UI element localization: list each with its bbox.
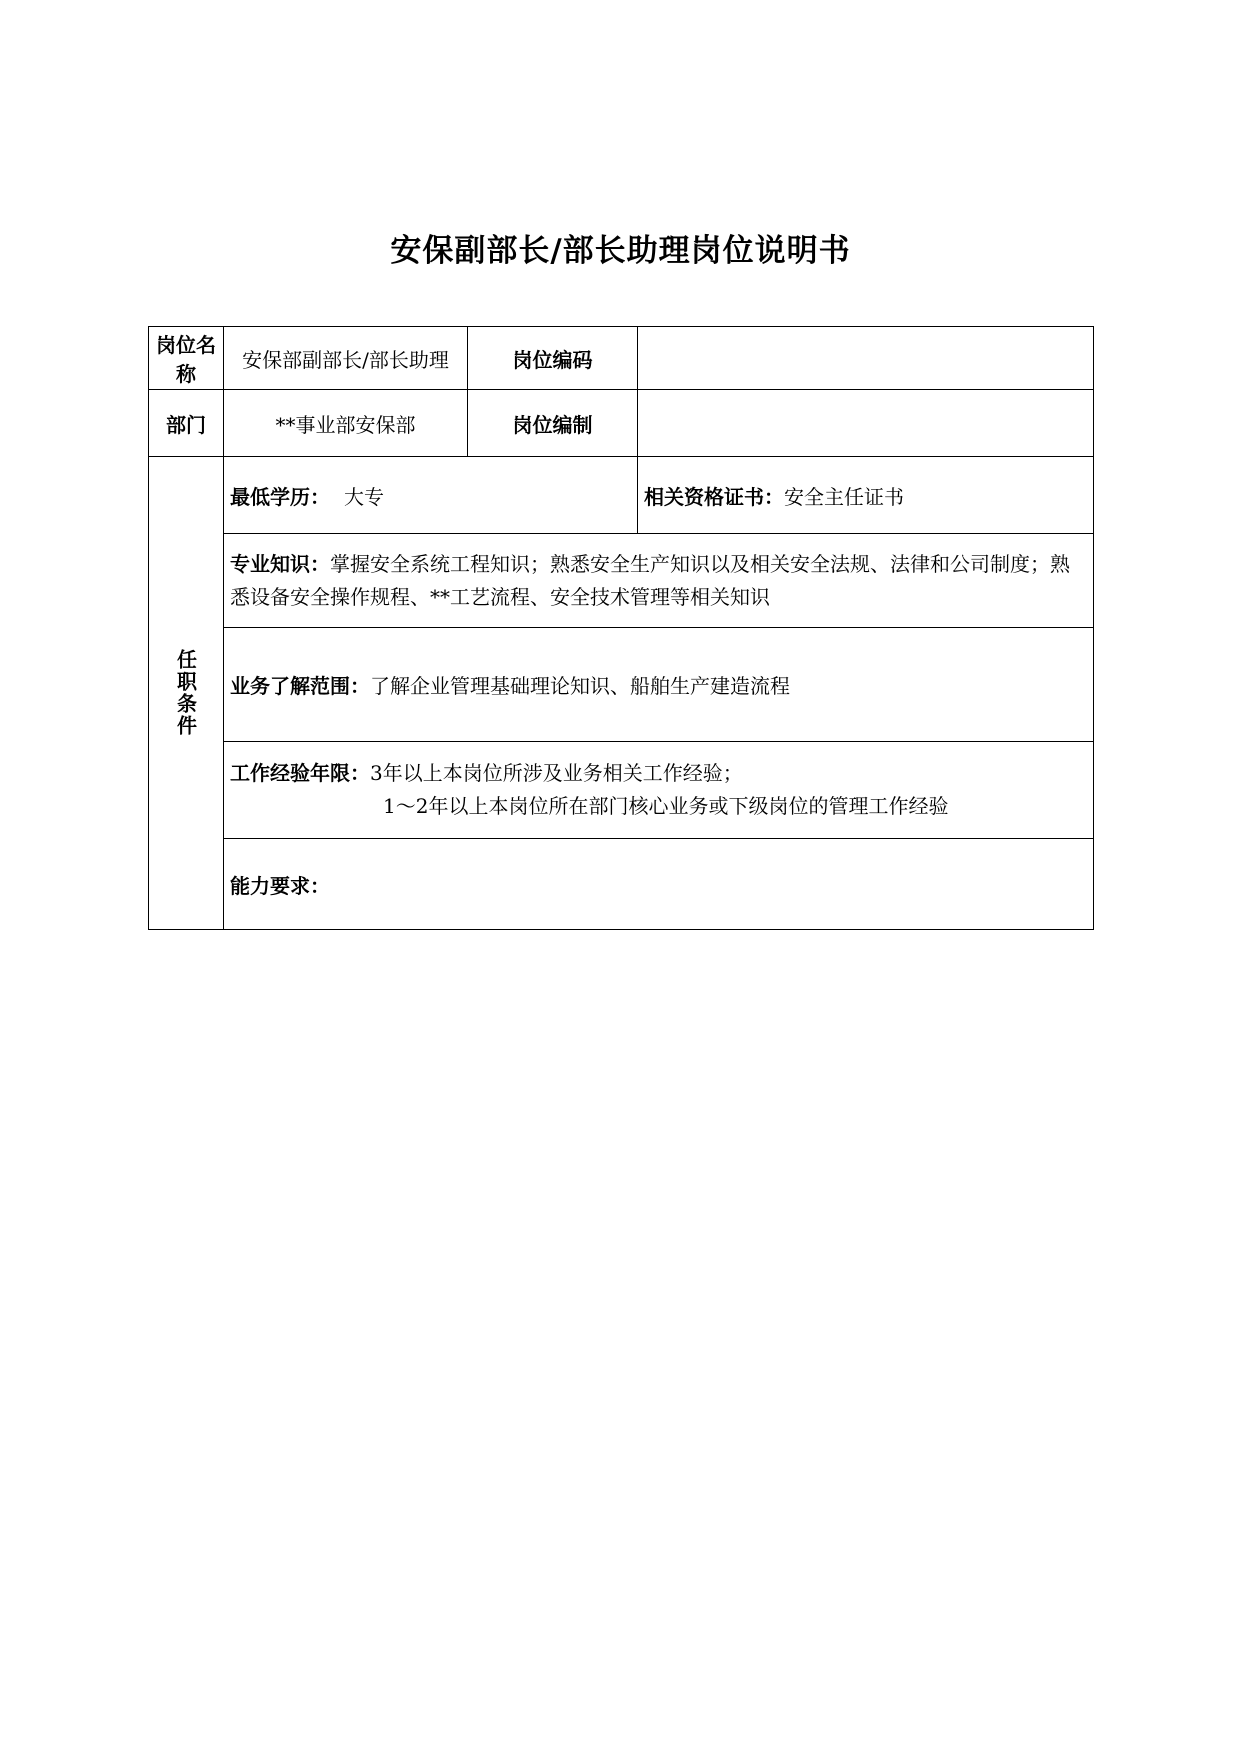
knowledge-value: 掌握安全系统工程知识；熟悉安全生产知识以及相关安全法规、法律和公司制度；熟悉设备安全操作规程、**工艺流程、安全技术管理等相关知识 bbox=[230, 551, 1070, 609]
headcount-value bbox=[638, 390, 1094, 457]
certificate-cell bbox=[638, 457, 1094, 534]
row-department bbox=[149, 390, 1094, 457]
experience-cell bbox=[224, 742, 1094, 839]
row-education bbox=[149, 457, 1094, 534]
position-code-value bbox=[638, 327, 1094, 390]
department-label: 部门 bbox=[149, 390, 224, 457]
row-position bbox=[149, 327, 1094, 390]
job-description-table bbox=[148, 326, 1094, 930]
business-value: 了解企业管理基础理论知识、船舶生产建造流程 bbox=[370, 674, 790, 698]
certificate-label: 相关资格证书： bbox=[644, 484, 784, 509]
department-value: **事业部安保部 bbox=[224, 390, 468, 457]
experience-line-1: 3年以上本岗位所涉及业务相关工作经验； bbox=[370, 761, 743, 785]
page-title: 安保副部长/部长助理岗位说明书 bbox=[390, 233, 851, 269]
business-cell bbox=[224, 628, 1094, 742]
experience-label: 工作经验年限： bbox=[230, 761, 370, 785]
education-label: 最低学历： bbox=[230, 484, 330, 509]
education-value: 大专 bbox=[344, 484, 384, 509]
education-cell bbox=[224, 457, 638, 534]
knowledge-cell bbox=[224, 534, 1094, 628]
headcount-label: 岗位编制 bbox=[468, 390, 638, 457]
certificate-value: 安全主任证书 bbox=[784, 484, 904, 509]
position-code-label: 岗位编码 bbox=[468, 327, 638, 390]
position-name-value: 安保部副部长/部长助理 bbox=[224, 327, 468, 390]
business-label: 业务了解范围： bbox=[230, 674, 370, 698]
row-ability bbox=[149, 839, 1094, 930]
knowledge-label: 专业知识： bbox=[230, 551, 330, 576]
row-knowledge bbox=[149, 534, 1094, 628]
ability-cell bbox=[224, 839, 1094, 930]
qualifications-section-label: 任职条件 bbox=[149, 457, 224, 930]
position-name-label: 岗位名称 bbox=[149, 327, 224, 390]
row-business bbox=[149, 628, 1094, 742]
row-experience bbox=[149, 742, 1094, 839]
experience-line-2: 1～2年以上本岗位所在部门核心业务或下级岗位的管理工作经验 bbox=[383, 794, 949, 818]
ability-label: 能力要求： bbox=[230, 873, 330, 898]
